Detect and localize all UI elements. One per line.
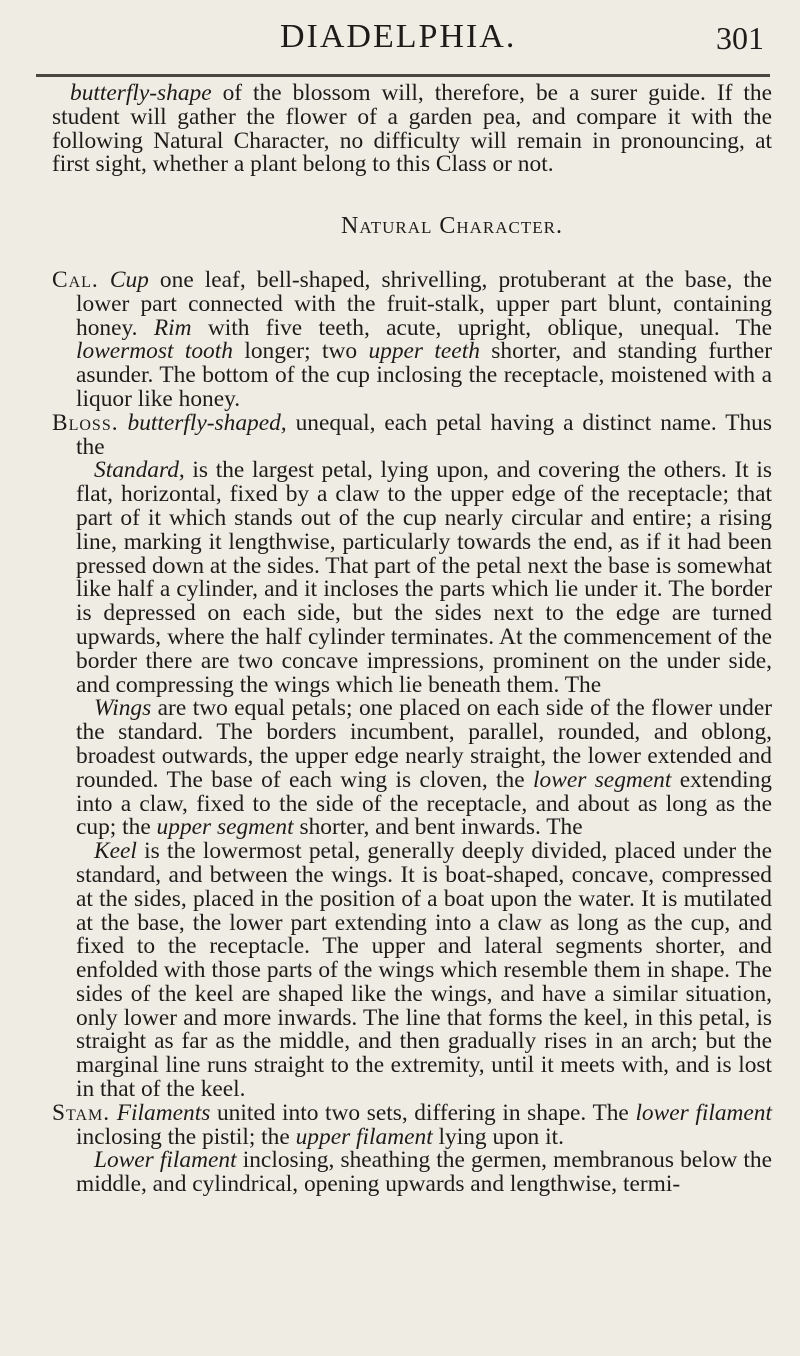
cal-italic-7: upper teeth	[368, 338, 480, 365]
running-head	[0, 14, 800, 60]
body-text	[52, 82, 772, 1197]
keel-italic-1: Keel	[94, 838, 137, 865]
running-title: DIADELPHIA.	[280, 18, 517, 55]
cal-italic-5: lowermost tooth	[76, 338, 233, 365]
wings-text-4: extending into a claw, fixed to the side of the receptacle, and about as long as the cup; the	[76, 766, 772, 841]
paragraph-standard	[52, 459, 772, 697]
term-bloss: Bloss.	[52, 409, 119, 436]
entry-stam	[52, 1099, 772, 1150]
standard-italic-1: Standard,	[94, 457, 185, 484]
paragraph-wings	[52, 697, 772, 840]
bloss-italic-1: butterfly-shaped,	[127, 409, 287, 436]
stam-italic-5: upper filament	[295, 1123, 433, 1150]
wings-italic-5: upper segment	[156, 814, 294, 841]
stam-italic-3: lower filament	[635, 1099, 772, 1126]
paragraph-lower-filament	[52, 1149, 772, 1197]
standard-text-2: is the largest petal, lying upon, and covering the others. It is flat, horizontal, fixed by a claw to the upper edge of the receptacle; that part of it which stands out of the cup nearly circular and entire; a rising line, marking it lengthwise, particularly towards the end, as if it had been pressed down at the sides. That part of the petal next the base is somewhat like half a cylinder, and it incloses the parts which lie under it. The border is depressed on each side, but the sides next to the edge are turned upwards, where the half cylinder terminates. At the commencement of the border there are two concave impressions, prominent on the under side, and compressing the wings which lie beneath them. The	[76, 457, 772, 698]
stam-italic-1: Filaments	[116, 1099, 211, 1126]
wings-italic-1: Wings	[94, 695, 152, 722]
paragraph-keel	[52, 840, 772, 1102]
stam-text-4: inclosing the pistil; the	[76, 1123, 296, 1150]
header-rule	[36, 74, 770, 77]
intro-text: of the blossom will, therefore, be a surer guide. If the student will gather the flower of a garden pea, and compare it with the following Natural Character, no difficulty will remain in pronouncing, at first sight, whether a plant belong to this Class or not.	[52, 80, 772, 178]
intro-italic: butterfly-shape	[70, 80, 212, 106]
section-heading: Natural Character.	[340, 213, 563, 240]
stam-text-2: united into two sets, differing in shape. The	[210, 1099, 636, 1126]
stam-text-6: lying upon it.	[432, 1123, 564, 1150]
wings-italic-3: lower segment	[533, 766, 672, 793]
keel-text-2: is the lowermost petal, generally deeply divided, placed under the standard, and between the wings. It is boat-shaped, concave, compressed at the sides, placed in the position of a boat upon the water. It is mutilated at the base, the lower part extending into a claw as long as the cup, and fixed to the receptacle. The upper and lateral segments shorter, and enfolded with those parts of the wings which resemble them in shape. The sides of the keel are shaped like the wings, and have a similar situation, only lower and more inwards. The line that forms the keel, in this petal, is straight as far as the middle, and then gradually rises in an arch; but the marginal line runs straight to the extremity, until it meets with, and is lost in that of the keel.	[76, 838, 772, 1103]
lower-filament-text-2: inclosing, sheathing the germen, membranous below the middle, and cylindrical, opening upwards and lengthwise, termi-	[76, 1147, 772, 1198]
lower-filament-italic-1: Lower filament	[94, 1147, 237, 1174]
cal-text-8: shorter, and standing further asunder. The bottom of the cup inclosing the receptacle, moistened with a liquor like honey.	[76, 338, 772, 412]
cal-text-4: with five teeth, acute, upright, oblique, unequal. The	[191, 314, 772, 341]
cal-text-2: one leaf, bell-shaped, shrivelling, protuberant at the base, the lower part connected with the fruit-stalk, upper part blunt, containing honey.	[76, 266, 772, 341]
entry-bloss	[52, 409, 772, 460]
cal-italic-1: Cup	[109, 266, 149, 293]
wings-text-6: shorter, and bent inwards. The	[293, 814, 583, 841]
wings-text-2: are two equal petals; one placed on each side of the flower under the standard. The borders incumbent, parallel, rounded, and oblong, broadest outwards, the upper edge nearly straight, the lower extended and rounded. The base of each wing is cloven, the	[76, 695, 772, 793]
term-cal: Cal.	[52, 266, 99, 293]
entry-cal	[52, 266, 772, 412]
cal-italic-3: Rim	[153, 314, 192, 341]
term-stam: Stam.	[52, 1099, 111, 1126]
page-number: 301	[716, 20, 764, 56]
bloss-text-2: unequal, each petal having a distinct name. Thus the	[76, 409, 772, 460]
intro-paragraph	[52, 82, 772, 177]
cal-text-6: longer; two	[232, 338, 369, 365]
